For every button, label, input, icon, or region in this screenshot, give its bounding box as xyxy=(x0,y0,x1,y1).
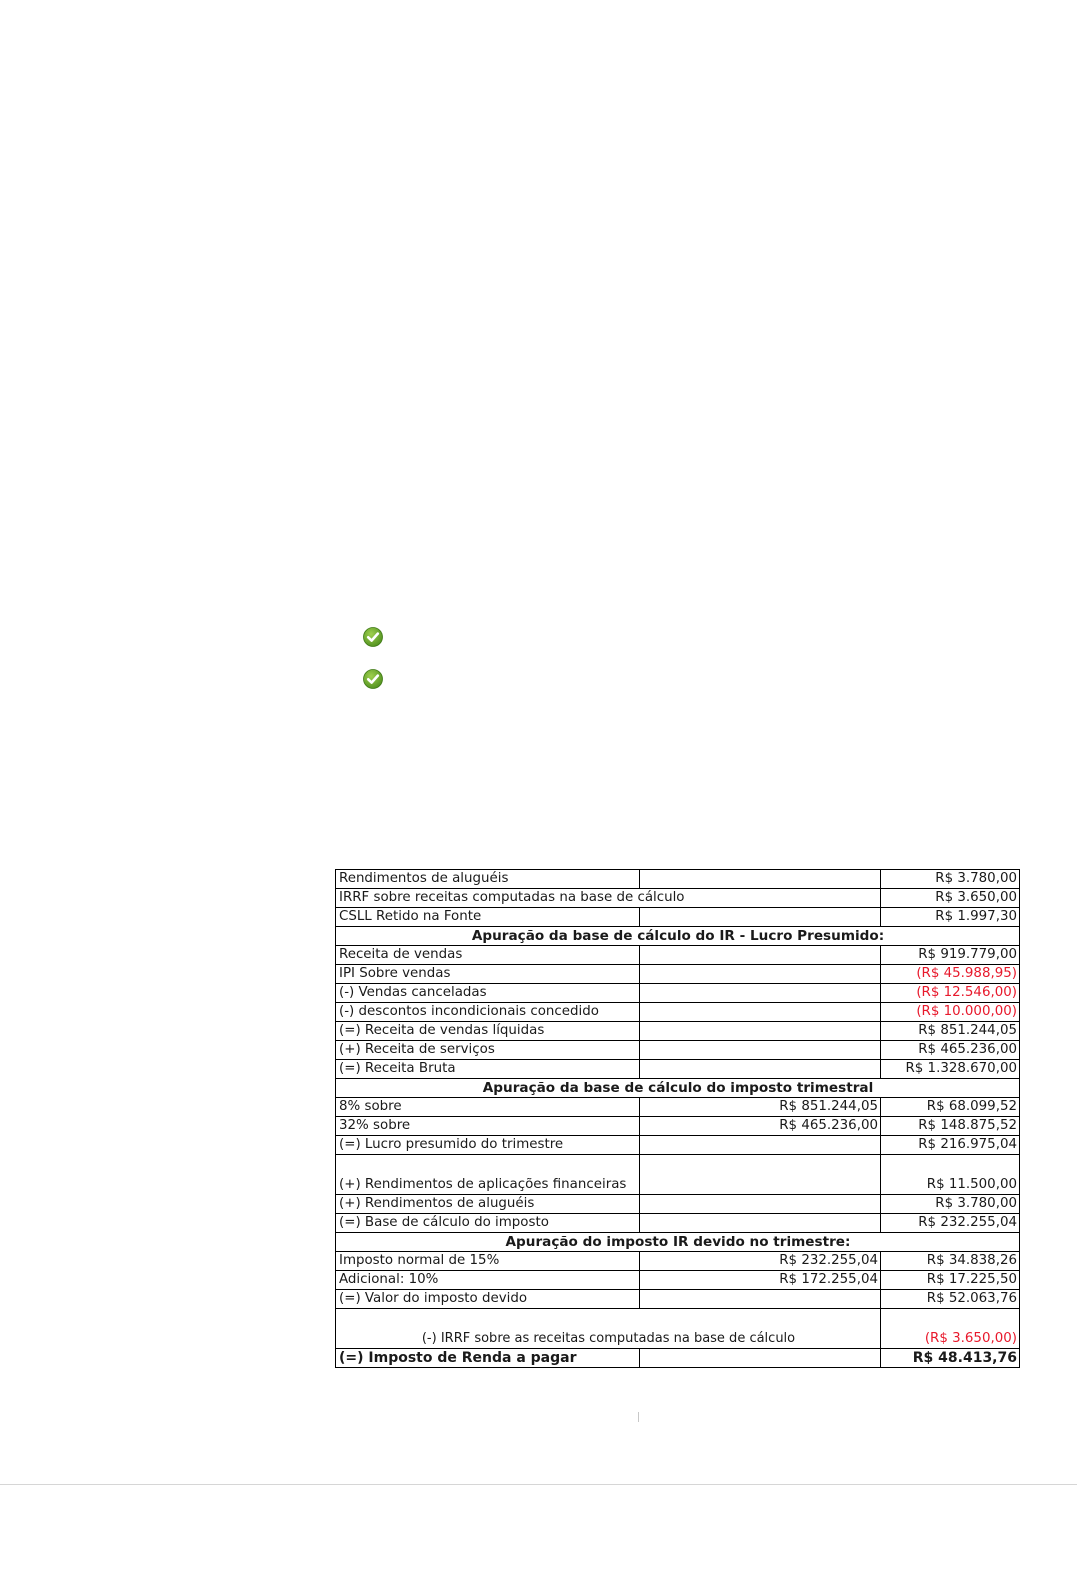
row-value: R$ 148.875,52 xyxy=(881,1117,1020,1136)
row-label: 8% sobre xyxy=(336,1098,640,1117)
table-row xyxy=(336,1098,1020,1117)
row-label: (=) Lucro presumido do trimestre xyxy=(336,1136,640,1155)
row-base-value: R$ 851.244,05 xyxy=(640,1098,881,1117)
row-base-value: R$ 465.236,00 xyxy=(640,1117,881,1136)
row-base-value xyxy=(640,984,881,1003)
row-value: R$ 851.244,05 xyxy=(881,1022,1020,1041)
row-base-value xyxy=(640,965,881,984)
row-base-value xyxy=(640,1195,881,1214)
row-base-value xyxy=(640,1155,881,1195)
row-label: IRRF sobre receitas computadas na base de cálculo xyxy=(336,889,881,908)
row-value-negative: (R$ 3.650,00) xyxy=(881,1309,1020,1349)
table-row xyxy=(336,908,1020,927)
row-value: R$ 3.780,00 xyxy=(881,1195,1020,1214)
row-value: R$ 68.099,52 xyxy=(881,1098,1020,1117)
row-value: R$ 52.063,76 xyxy=(881,1290,1020,1309)
check-circle-icon xyxy=(362,668,384,690)
row-label: Receita de vendas xyxy=(336,946,640,965)
row-base-value xyxy=(640,1060,881,1079)
row-value: R$ 3.780,00 xyxy=(881,870,1020,889)
check-circle-icon xyxy=(362,626,384,648)
row-label: CSLL Retido na Fonte xyxy=(336,908,640,927)
table-row xyxy=(336,946,1020,965)
table-row xyxy=(336,1271,1020,1290)
row-value: R$ 48.413,76 xyxy=(881,1349,1020,1368)
table-row xyxy=(336,1079,1020,1098)
row-value: R$ 3.650,00 xyxy=(881,889,1020,908)
table-row xyxy=(336,1214,1020,1233)
table-row xyxy=(336,1349,1020,1368)
row-base-value xyxy=(640,1041,881,1060)
table-row xyxy=(336,1195,1020,1214)
row-value-negative: (R$ 45.988,95) xyxy=(881,965,1020,984)
row-base-value xyxy=(640,1290,881,1309)
table-row xyxy=(336,984,1020,1003)
table-row xyxy=(336,1003,1020,1022)
row-base-value xyxy=(640,1022,881,1041)
row-value: R$ 232.255,04 xyxy=(881,1214,1020,1233)
row-value: R$ 465.236,00 xyxy=(881,1041,1020,1060)
row-label: 32% sobre xyxy=(336,1117,640,1136)
row-value: R$ 17.225,50 xyxy=(881,1271,1020,1290)
table-row xyxy=(336,1060,1020,1079)
table-row xyxy=(336,1022,1020,1041)
table-row xyxy=(336,889,1020,908)
table-row xyxy=(336,1136,1020,1155)
row-label: Adicional: 10% xyxy=(336,1271,640,1290)
row-label: (=) Base de cálculo do imposto xyxy=(336,1214,640,1233)
table-tail-line xyxy=(638,1412,639,1422)
row-label: Imposto normal de 15% xyxy=(336,1252,640,1271)
table-row xyxy=(336,1252,1020,1271)
tax-calculation-table xyxy=(335,869,1020,1368)
row-label: (=) Receita Bruta xyxy=(336,1060,640,1079)
row-value: R$ 1.997,30 xyxy=(881,908,1020,927)
section-header: Apuração do imposto IR devido no trimestre: xyxy=(336,1233,1020,1252)
row-base-value: R$ 232.255,04 xyxy=(640,1252,881,1271)
table-row xyxy=(336,1290,1020,1309)
row-base-value xyxy=(640,1214,881,1233)
table-row xyxy=(336,1155,1020,1195)
row-label: (-) IRRF sobre as receitas computadas na base de cálculo xyxy=(336,1309,881,1349)
row-value: R$ 11.500,00 xyxy=(881,1155,1020,1195)
row-value: R$ 1.328.670,00 xyxy=(881,1060,1020,1079)
table-row xyxy=(336,1233,1020,1252)
row-label: (+) Rendimentos de aluguéis xyxy=(336,1195,640,1214)
table-body xyxy=(336,870,1020,1368)
section-header: Apuração da base de cálculo do imposto trimestral xyxy=(336,1079,1020,1098)
row-base-value xyxy=(640,908,881,927)
row-base-value xyxy=(640,1136,881,1155)
row-value: R$ 216.975,04 xyxy=(881,1136,1020,1155)
row-value-negative: (R$ 12.546,00) xyxy=(881,984,1020,1003)
row-base-value: R$ 172.255,04 xyxy=(640,1271,881,1290)
row-value: R$ 919.779,00 xyxy=(881,946,1020,965)
row-base-value xyxy=(640,1349,881,1368)
row-value: R$ 34.838,26 xyxy=(881,1252,1020,1271)
row-label: (-) descontos incondicionais concedido xyxy=(336,1003,640,1022)
row-base-value xyxy=(640,870,881,889)
table-row xyxy=(336,927,1020,946)
row-label: Rendimentos de aluguéis xyxy=(336,870,640,889)
row-base-value xyxy=(640,1003,881,1022)
table-row xyxy=(336,870,1020,889)
page-divider xyxy=(0,1484,1077,1485)
row-base-value xyxy=(640,946,881,965)
table-row xyxy=(336,1309,1020,1349)
row-label: (-) Vendas canceladas xyxy=(336,984,640,1003)
row-label: (=) Imposto de Renda a pagar xyxy=(336,1349,640,1368)
row-label: IPI Sobre vendas xyxy=(336,965,640,984)
row-label: (=) Receita de vendas líquidas xyxy=(336,1022,640,1041)
table-row xyxy=(336,1117,1020,1136)
row-label: (+) Rendimentos de aplicações financeiras xyxy=(336,1155,640,1195)
table-row xyxy=(336,1041,1020,1060)
row-label: (+) Receita de serviços xyxy=(336,1041,640,1060)
table-row xyxy=(336,965,1020,984)
row-value-negative: (R$ 10.000,00) xyxy=(881,1003,1020,1022)
section-header: Apuração da base de cálculo do IR - Lucro Presumido: xyxy=(336,927,1020,946)
row-label: (=) Valor do imposto devido xyxy=(336,1290,640,1309)
